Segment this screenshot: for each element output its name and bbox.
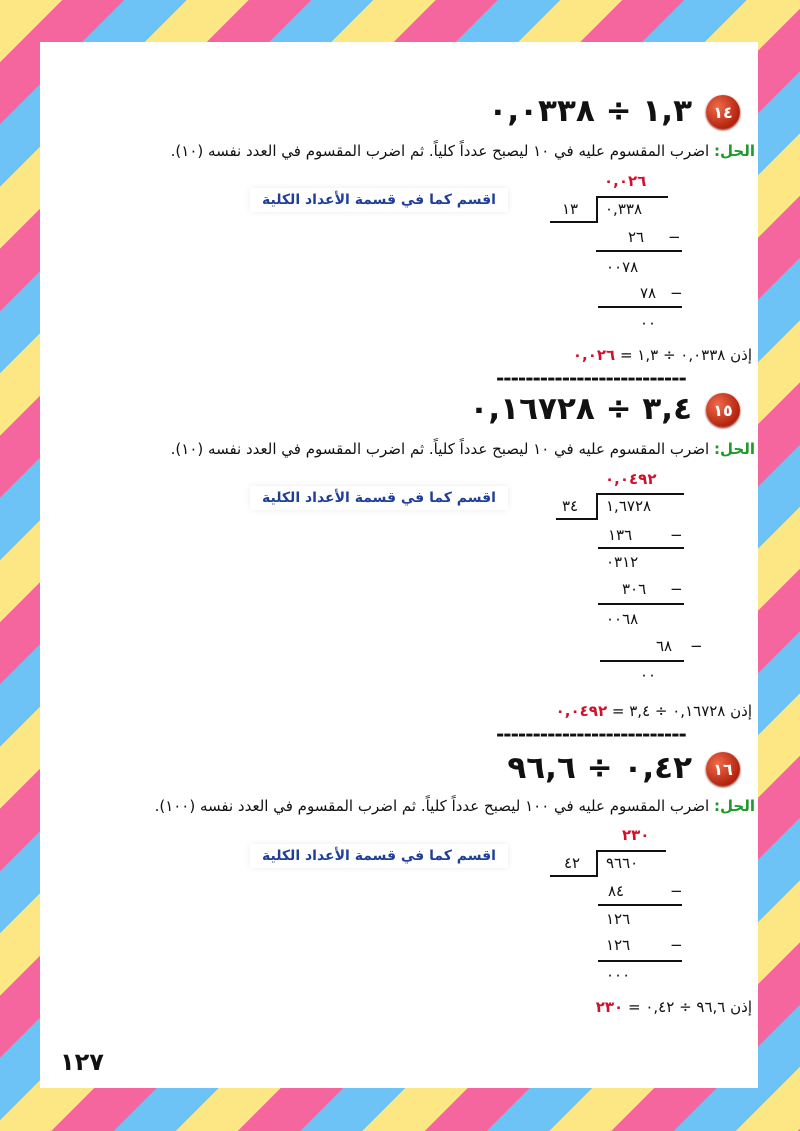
statement-text: اضرب المقسوم عليه في ١٠ ليصبح عدداً كلياً. ثم اضرب المقسوم في العدد نفسه (١٠). <box>170 440 710 458</box>
result-value: ٠,٠٤٩٢ <box>555 702 608 720</box>
problem-15-statement <box>171 440 755 458</box>
problem-15-quotient: ٠,٠٤٩٢ <box>605 470 657 488</box>
minus-sign: − <box>670 580 683 598</box>
step: ٣٠٦ <box>622 580 647 598</box>
step-line <box>596 250 682 252</box>
minus-sign: − <box>670 882 683 900</box>
page-number: ١٢٧ <box>60 1048 104 1076</box>
step-line <box>600 660 684 662</box>
division-underline <box>550 221 598 223</box>
problem-15-title: ٣,٤ ÷ ٠,١٦٧٢٨ <box>469 391 692 427</box>
division-bracket <box>596 196 598 222</box>
minus-sign: − <box>670 936 683 954</box>
problem-16-title: ٠,٤٢ ÷ ٩٦,٦ <box>507 750 692 786</box>
step: ٦٨ <box>656 637 673 655</box>
result-prefix: إذن ٩٦,٦ ÷ ٠,٤٢ = <box>628 998 752 1016</box>
step: ٠٣١٢ <box>606 553 639 571</box>
step-line <box>598 547 684 549</box>
solution-label: الحل: <box>714 142 755 160</box>
minus-sign: − <box>670 284 683 302</box>
step-line <box>598 306 682 308</box>
step: ٨٤ <box>608 882 625 900</box>
problem-16-result <box>596 998 752 1016</box>
step: ٠٠ <box>640 666 657 684</box>
division-underline <box>550 875 598 877</box>
step: ٠٠٧٨ <box>606 258 639 276</box>
division-bar <box>598 493 684 495</box>
problem-16-divisor: ٤٢ <box>564 854 581 872</box>
separator: -------------------------- <box>496 722 686 746</box>
solution-label: الحل: <box>714 797 755 815</box>
problem-16-quotient: ٢٣٠ <box>622 826 650 844</box>
result-prefix: إذن ٠,١٦٧٢٨ ÷ ٣,٤ = <box>611 702 752 720</box>
separator: -------------------------- <box>496 366 686 390</box>
problem-14-badge: ١٤ <box>706 95 740 129</box>
result-value: ٢٣٠ <box>595 998 624 1016</box>
step: ٠٠٦٨ <box>606 610 639 628</box>
step: ٠٠٠ <box>606 966 631 984</box>
problem-15-divisor: ٣٤ <box>562 497 579 515</box>
problem-15-dividend: ١,٦٧٢٨ <box>606 497 652 515</box>
solution-label: الحل: <box>714 440 755 458</box>
minus-sign: − <box>690 637 703 655</box>
division-bracket <box>596 493 598 519</box>
step: ٠٠ <box>640 314 657 332</box>
problem-15-hint: اقسم كما في قسمة الأعداد الكلية <box>250 486 508 510</box>
problem-14-divisor: ١٣ <box>562 200 579 218</box>
division-bracket <box>596 850 598 876</box>
problem-14-statement <box>171 142 755 160</box>
step-line <box>598 603 684 605</box>
minus-sign: − <box>668 228 681 246</box>
statement-text: اضرب المقسوم عليه في ١٠ ليصبح عدداً كلياً. ثم اضرب المقسوم في العدد نفسه (١٠). <box>170 142 710 160</box>
step: ١٢٦ <box>606 936 631 954</box>
result-value: ٠,٠٢٦ <box>572 346 616 364</box>
problem-16-hint: اقسم كما في قسمة الأعداد الكلية <box>250 844 508 868</box>
statement-text: اضرب المقسوم عليه في ١٠٠ ليصبح عدداً كلياً. ثم اضرب المقسوم في العدد نفسه (١٠٠). <box>154 797 710 815</box>
division-bar <box>598 850 666 852</box>
problem-14-title: ١,٣ ÷ ٠,٠٣٣٨ <box>488 93 692 129</box>
division-underline <box>556 518 598 520</box>
step: ١٢٦ <box>606 910 631 928</box>
step: ٧٨ <box>640 284 657 302</box>
minus-sign: − <box>670 526 683 544</box>
step-line <box>598 960 682 962</box>
problem-14-dividend: ٠,٣٣٨ <box>605 200 642 218</box>
problem-14-hint: اقسم كما في قسمة الأعداد الكلية <box>250 188 508 212</box>
step: ١٣٦ <box>608 526 633 544</box>
problem-14-result <box>573 346 752 364</box>
problem-16-badge: ١٦ <box>706 752 740 786</box>
step: ٢٦ <box>628 228 645 246</box>
step-line <box>598 904 682 906</box>
problem-15-result <box>556 702 752 720</box>
problem-15-badge: ١٥ <box>706 393 740 427</box>
problem-16-statement <box>155 797 755 815</box>
problem-14-quotient: ٠,٠٢٦ <box>604 172 647 190</box>
division-bar <box>598 196 668 198</box>
problem-16-dividend: ٩٦٦٠ <box>606 854 639 872</box>
result-prefix: إذن ٠,٠٣٣٨ ÷ ١,٣ = <box>619 346 752 364</box>
